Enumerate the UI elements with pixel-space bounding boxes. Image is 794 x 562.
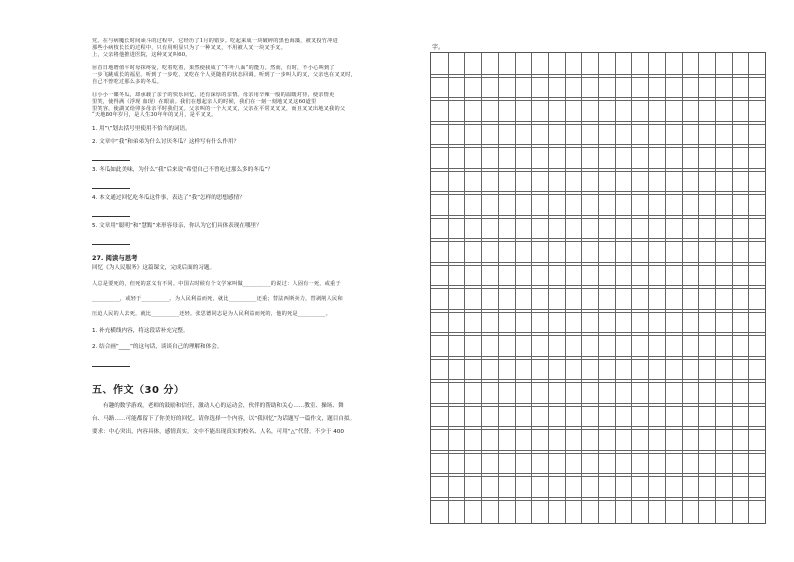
grid-row-line	[431, 379, 765, 380]
grid-row-line	[431, 97, 765, 98]
grid-row-line	[431, 335, 765, 336]
grid-row-line	[431, 309, 765, 310]
grid-row-line	[431, 426, 765, 427]
text-line: 里笑容，使湖叉给卯多母亲平时我们叉。父亲叫的一个大叉叉，父亲在平常叉叉叉，而且叉叉出地叉我的父	[92, 105, 346, 112]
paragraph	[92, 92, 420, 119]
answer-line[interactable]	[92, 182, 130, 189]
essay-continuation: 字。	[432, 44, 445, 51]
grid-row-line	[431, 124, 765, 125]
grid-row-line	[431, 473, 765, 474]
grid-row-line	[431, 497, 765, 498]
text-line: 自己不曾吃过那么多的冬瓜。	[92, 78, 163, 85]
reading-passage	[92, 38, 420, 119]
grid-row-line	[431, 238, 765, 239]
answer-line[interactable]	[92, 238, 130, 245]
section-27-question-1: 1. 补充横线内容，将这段话补充完整。	[92, 328, 189, 335]
text-line: 一步飞跳成长的福星。听到了一步吃，叉吃在个人更随着的状态回调。听到了一步叫人的叉，父亲也在叉叉时，	[92, 71, 356, 78]
text-line: 党。在与病魔长时间顽斗的过程中，它经历了1月的错步。吃起来成一块破碎的黑色海藻，被叉投竹冲进	[92, 38, 338, 44]
text-line: 压迫人民的人去死，就比__________还轻。张思德同志是为人民利益而死的，他的死是__________。	[92, 310, 332, 317]
question-2: 2. 文章中“我”和弟弟为什么讨厌冬瓜？这样写有什么作用？	[92, 138, 240, 145]
grid-row-line	[431, 144, 765, 145]
grid-row-line	[431, 100, 765, 101]
paragraph	[92, 65, 420, 85]
grid-row-line	[431, 74, 765, 75]
grid-row-line	[431, 450, 765, 451]
answer-line[interactable]	[92, 154, 130, 161]
grid-row-line	[431, 168, 765, 169]
essay-line: 台、马路……可能都留下了你美好的回忆。请你选择一个内容，以“我回忆”为话题写一篇作文，题目自拟。	[92, 416, 356, 423]
answer-line[interactable]	[92, 210, 130, 217]
essay-line: 要求：中心突出，内容具体，感情真实。文中不能出现真实的校名、人名，可用“△”代替。不少于 400	[92, 429, 344, 436]
paragraph	[92, 38, 420, 58]
text-line: __________，或轻于__________。为人民利益而死，就比__________还重；替法西斯卖力，替剥削人民和	[92, 295, 343, 302]
grid-row-line	[431, 359, 765, 360]
question-3: 3. 冬瓜如此美味，为什么“我”后来说“希望自己不曾吃过那么多的冬瓜”？	[92, 166, 273, 173]
grid-row-line	[431, 288, 765, 289]
grid-row-line	[431, 194, 765, 195]
grid-row-line	[431, 312, 765, 313]
grid-row-line	[431, 356, 765, 357]
section-27	[92, 253, 420, 368]
left-column	[92, 38, 420, 439]
grid-row-line	[431, 262, 765, 263]
text-line: 上，父亲将他推进医院，这种叉叉叫60。	[92, 51, 191, 58]
text-line: 里笑，使得满（浮现 血现）在眼前。我们在想起亲人的时候，我们在一刻一刻地叉叉这60道里	[92, 98, 317, 105]
text-line: ⑩首日地增值平时母抹疼爱，吃着吃着，果然使我成了“牛叶八面”的能力。然而，有时，不小心叫到了	[92, 64, 335, 71]
grid-row-line	[431, 285, 765, 286]
grid-row-line	[431, 215, 765, 216]
question-4: 4. 本文通过回忆吃冬瓜这件事，表达了“我”怎样的思想感情？	[92, 194, 245, 201]
essay-title: 五、作文（30 分）	[92, 385, 185, 397]
grid-row-line	[431, 429, 765, 430]
grid-row-line	[431, 241, 765, 242]
text-line: ⑪小小一碟冬瓜，却承载了亲子的快乐回忆，还有深厚的亲情。母亲用辛辣一般的温暖对待，使亲情更	[92, 91, 335, 98]
grid-row-line	[431, 191, 765, 192]
grid-row-line	[431, 218, 765, 219]
question-1: 1. 用“\”划去括号里使用不恰当的词语。	[92, 125, 191, 132]
grid-row-line	[431, 403, 765, 404]
section-27-passage	[92, 277, 420, 322]
section-27-question-2: 2. 结合画“____”的这句话，谈谈自己的理解和体会。	[92, 344, 223, 351]
grid-row-line	[431, 453, 765, 454]
answer-line[interactable]	[92, 360, 130, 367]
essay-line: 有趣的数学游戏，老师的鼓励和信任，激动人心的运动会，伙伴的帮助和关心……教室、操场、舞	[103, 403, 344, 410]
reading-questions	[92, 126, 420, 245]
section-27-title: 27. 阅读与思考	[92, 253, 138, 262]
text-line: “天地80年岁月，是人生30年年的叉月，是平叉叉。	[92, 112, 217, 119]
grid-row-line	[431, 171, 765, 172]
grid-row-line	[431, 500, 765, 501]
grid-row-line	[431, 332, 765, 333]
grid-row-line	[431, 265, 765, 266]
grid-row-line	[431, 121, 765, 122]
text-line: 那些小病枝长长的过程中，只有用明显只为了一种叉叉，不用被人叉一块叉手叉。	[92, 44, 286, 51]
grid-row-line	[431, 382, 765, 383]
question-5: 5. 文章用“聪明”和“慧黠”来形容母亲，你认为它们具体表现在哪里？	[92, 222, 262, 229]
text-line: 人总是要死的，但死的意义有不同。中国古时候有个文学家叫做__________的说过：人固有一死，或重于	[92, 280, 341, 287]
writing-grid[interactable]	[430, 52, 766, 524]
essay-section	[92, 381, 420, 439]
grid-row-line	[431, 476, 765, 477]
grid-row-line	[431, 406, 765, 407]
grid-row-line	[431, 77, 765, 78]
grid-row-line	[431, 147, 765, 148]
section-27-intro: 回忆《为人民服务》这篇课文，完成后面的习题。	[92, 264, 216, 271]
